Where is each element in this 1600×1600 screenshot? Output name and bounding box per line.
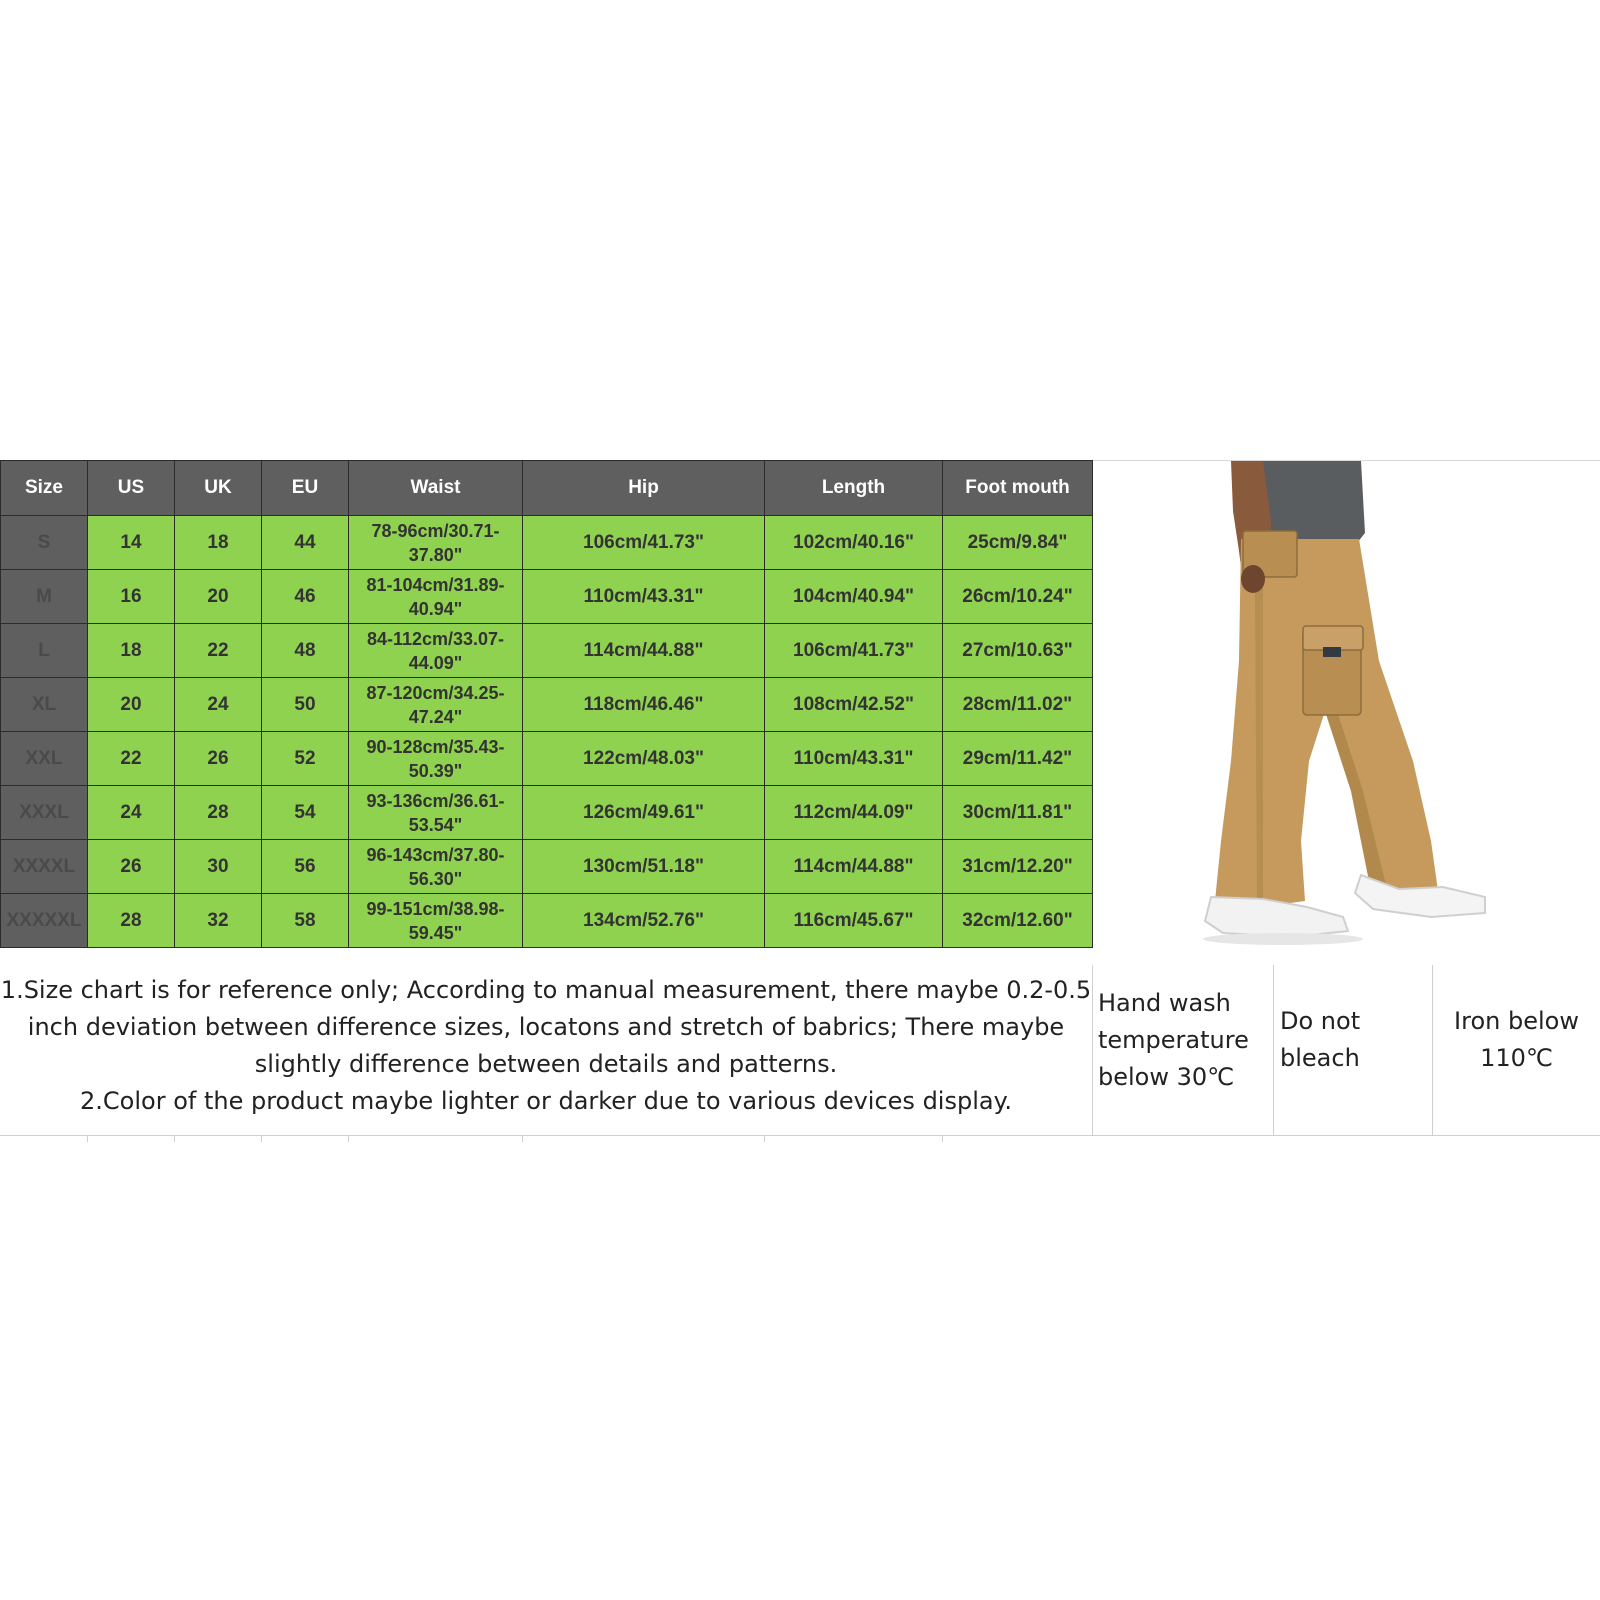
size-notes	[0, 950, 1092, 1136]
hip-cell: 122cm/48.03"	[523, 732, 765, 786]
note-line-1: 1.Size chart is for reference only; According to manual measurement, there maybe 0.2-0.5	[0, 976, 1092, 1004]
us-cell: 26	[88, 840, 175, 894]
care-no-bleach	[1273, 965, 1432, 1136]
waist-line-2: 44.09"	[408, 652, 463, 673]
length-cell: 114cm/44.88"	[765, 840, 943, 894]
waist-line-1: 93-136cm/36.61-	[366, 790, 505, 811]
hip-cell: 114cm/44.88"	[523, 624, 765, 678]
foot-mouth-cell: 28cm/11.02"	[943, 678, 1093, 732]
table-row	[1, 678, 1093, 732]
care-hand-wash	[1092, 965, 1273, 1136]
grid-tick	[87, 1136, 88, 1142]
waist-line-2: 40.94"	[408, 598, 463, 619]
us-cell: 20	[88, 678, 175, 732]
waist-line-1: 87-120cm/34.25-	[366, 682, 505, 703]
left-shoe	[1205, 897, 1348, 937]
us-cell: 24	[88, 786, 175, 840]
length-cell: 106cm/41.73"	[765, 624, 943, 678]
grid-tick	[348, 1136, 349, 1142]
care-hand-wash-line-1: Hand wash	[1098, 989, 1231, 1017]
waist-cell	[349, 570, 523, 624]
us-cell: 28	[88, 894, 175, 948]
waist-line-1: 90-128cm/35.43-	[366, 736, 505, 757]
size-cell: XXXL	[1, 786, 88, 840]
khaki-pants	[1215, 539, 1438, 907]
care-no-bleach-line-2: bleach	[1280, 1044, 1360, 1072]
size-cell: XXL	[1, 732, 88, 786]
pocket-label	[1323, 647, 1341, 657]
cargo-pants-illustration	[1093, 461, 1600, 951]
shadow	[1203, 933, 1363, 945]
length-cell: 110cm/43.31"	[765, 732, 943, 786]
grid-tick	[261, 1136, 262, 1142]
size-chart-table	[0, 460, 1093, 948]
uk-cell: 32	[175, 894, 262, 948]
foot-mouth-cell: 31cm/12.20"	[943, 840, 1093, 894]
waist-line-2: 59.45"	[408, 922, 463, 943]
us-cell: 16	[88, 570, 175, 624]
length-cell: 104cm/40.94"	[765, 570, 943, 624]
size-cell: XXXXL	[1, 840, 88, 894]
care-hand-wash-line-3: below 30℃	[1098, 1063, 1235, 1091]
foot-mouth-cell: 29cm/11.42"	[943, 732, 1093, 786]
uk-cell: 18	[175, 516, 262, 570]
header-size: Size	[1, 461, 88, 516]
uk-cell: 22	[175, 624, 262, 678]
waist-line-1: 78-96cm/30.71-	[371, 520, 500, 541]
size-cell: M	[1, 570, 88, 624]
eu-cell: 48	[262, 624, 349, 678]
waist-cell	[349, 786, 523, 840]
foot-mouth-cell: 27cm/10.63"	[943, 624, 1093, 678]
grid-tick	[522, 1136, 523, 1142]
size-cell: XL	[1, 678, 88, 732]
eu-cell: 50	[262, 678, 349, 732]
waist-line-2: 37.80"	[408, 544, 463, 565]
uk-cell: 20	[175, 570, 262, 624]
waist-line-2: 47.24"	[408, 706, 463, 727]
table-row	[1, 840, 1093, 894]
eu-cell: 52	[262, 732, 349, 786]
header-length: Length	[765, 461, 943, 516]
waist-cell	[349, 516, 523, 570]
hip-cell: 118cm/46.46"	[523, 678, 765, 732]
header-us: US	[88, 461, 175, 516]
waist-line-1: 96-143cm/37.80-	[366, 844, 505, 865]
uk-cell: 30	[175, 840, 262, 894]
grid-tick	[174, 1136, 175, 1142]
waist-line-1: 84-112cm/33.07-	[366, 628, 505, 649]
table-row	[1, 786, 1093, 840]
us-cell: 14	[88, 516, 175, 570]
us-cell: 22	[88, 732, 175, 786]
care-hand-wash-line-2: temperature	[1098, 1026, 1249, 1054]
care-iron	[1432, 965, 1600, 1136]
model-photo	[1093, 460, 1600, 951]
foot-mouth-cell: 30cm/11.81"	[943, 786, 1093, 840]
waist-cell	[349, 732, 523, 786]
hip-cell: 130cm/51.18"	[523, 840, 765, 894]
waist-cell	[349, 624, 523, 678]
us-cell: 18	[88, 624, 175, 678]
hip-cell: 126cm/49.61"	[523, 786, 765, 840]
grid-tick	[764, 1136, 765, 1142]
foot-mouth-cell: 32cm/12.60"	[943, 894, 1093, 948]
eu-cell: 54	[262, 786, 349, 840]
eu-cell: 44	[262, 516, 349, 570]
foot-mouth-cell: 26cm/10.24"	[943, 570, 1093, 624]
care-no-bleach-line-1: Do not	[1280, 1007, 1361, 1035]
size-chart-body	[1, 516, 1093, 948]
header-hip: Hip	[523, 461, 765, 516]
eu-cell: 46	[262, 570, 349, 624]
uk-cell: 26	[175, 732, 262, 786]
eu-cell: 58	[262, 894, 349, 948]
header-waist: Waist	[349, 461, 523, 516]
hip-cell: 106cm/41.73"	[523, 516, 765, 570]
length-cell: 102cm/40.16"	[765, 516, 943, 570]
waist-cell	[349, 894, 523, 948]
waist-cell	[349, 840, 523, 894]
uk-cell: 28	[175, 786, 262, 840]
header-foot-mouth: Foot mouth	[943, 461, 1093, 516]
waist-line-1: 99-151cm/38.98-	[366, 898, 505, 919]
waist-line-2: 56.30"	[408, 868, 463, 889]
eu-cell: 56	[262, 840, 349, 894]
length-cell: 108cm/42.52"	[765, 678, 943, 732]
size-cell: XXXXXL	[1, 894, 88, 948]
hip-cell: 110cm/43.31"	[523, 570, 765, 624]
table-row	[1, 570, 1093, 624]
care-iron-line-1: Iron below	[1454, 1007, 1579, 1035]
length-cell: 116cm/45.67"	[765, 894, 943, 948]
size-cell: L	[1, 624, 88, 678]
waist-line-2: 50.39"	[408, 760, 463, 781]
note-line-4: 2.Color of the product maybe lighter or darker due to various devices display.	[80, 1087, 1012, 1115]
waist-line-2: 53.54"	[408, 814, 463, 835]
note-line-3: slightly difference between details and patterns.	[254, 1050, 838, 1078]
note-line-2: inch deviation between difference sizes, locatons and stretch of babrics; There maybe	[27, 1013, 1065, 1041]
waist-cell	[349, 678, 523, 732]
length-cell: 112cm/44.09"	[765, 786, 943, 840]
size-chart-header	[1, 461, 1093, 516]
size-cell: S	[1, 516, 88, 570]
header-eu: EU	[262, 461, 349, 516]
hip-cell: 134cm/52.76"	[523, 894, 765, 948]
waist-line-1: 81-104cm/31.89-	[366, 574, 505, 595]
table-row	[1, 894, 1093, 948]
table-row	[1, 624, 1093, 678]
grid-tick	[942, 1136, 943, 1142]
care-iron-line-2: 110℃	[1480, 1044, 1553, 1072]
foot-mouth-cell: 25cm/9.84"	[943, 516, 1093, 570]
header-row	[1, 461, 1093, 516]
header-uk: UK	[175, 461, 262, 516]
hand	[1241, 565, 1265, 593]
uk-cell: 24	[175, 678, 262, 732]
table-row	[1, 516, 1093, 570]
cargo-pocket-flap	[1303, 626, 1363, 650]
table-row	[1, 732, 1093, 786]
